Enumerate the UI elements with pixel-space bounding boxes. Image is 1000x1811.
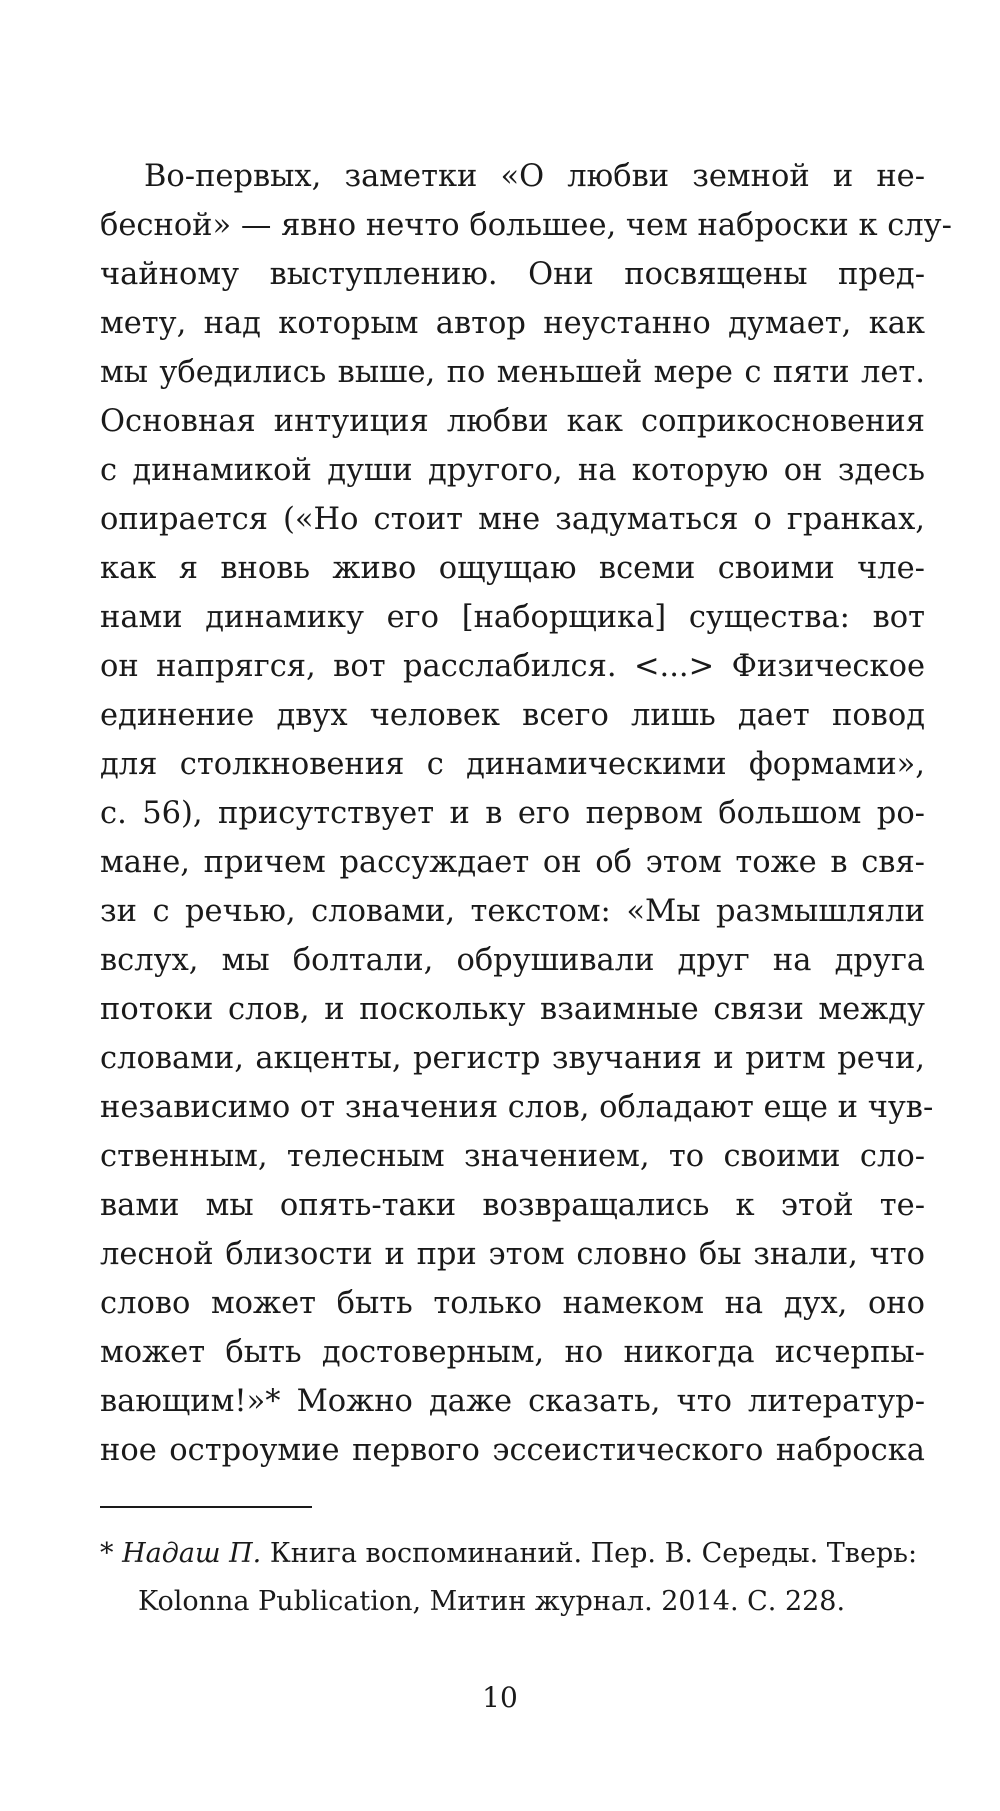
page-number: 10 <box>482 1681 518 1714</box>
body-line: зи с речью, словами, текстом: «Мы размышляли <box>100 894 925 929</box>
body-line: Основная интуиция любви как соприкосновения <box>100 404 925 439</box>
footnote-author: Надаш П. <box>122 1538 262 1569</box>
body-line: Во-первых, заметки «О любви земной и не- <box>144 159 925 194</box>
body-line: мету, над которым автор неустанно думает, как <box>100 306 925 341</box>
body-line: единение двух человек всего лишь дает повод <box>100 698 925 733</box>
body-line: мане, причем рассуждает он об этом тоже в свя- <box>100 845 925 880</box>
body-line: вающим!»* Можно даже сказать, что литератур- <box>100 1384 925 1419</box>
body-line: вами мы опять-таки возвращались к этой те- <box>100 1188 925 1223</box>
body-line: лесной близости и при этом словно бы знали, что <box>100 1237 925 1272</box>
body-line: словами, акценты, регистр звучания и ритм речи, <box>100 1041 925 1076</box>
footnote-text-1: Книга воспоминаний. Пер. В. Середы. Тверь: <box>269 1538 918 1569</box>
body-line: для столкновения с динамическими формами», <box>100 747 925 782</box>
body-line: независимо от значения слов, обладают еще и чув- <box>100 1090 934 1125</box>
body-line: он напрягся, вот расслабился. <...> Физическое <box>100 649 925 684</box>
body-line: может быть достоверным, но никогда исчерпы- <box>100 1335 925 1370</box>
footnote-marker: * <box>100 1538 114 1569</box>
body-line: с. 56), присутствует и в его первом большом ро- <box>100 796 925 831</box>
body-line: потоки слов, и поскольку взаимные связи между <box>100 992 925 1027</box>
body-line: мы убедились выше, по меньшей мере с пяти лет. <box>100 355 925 390</box>
footnote-line-2: Kolonna Publication, Митин журнал. 2014. С. 228. <box>138 1586 846 1617</box>
body-line: ное остроумие первого эссеистического наброска <box>100 1433 925 1468</box>
body-text <box>100 152 952 1475</box>
body-line: слово может быть только намеком на дух, оно <box>100 1286 925 1321</box>
body-line: нами динамику его [наборщика] существа: вот <box>100 600 925 635</box>
footnote-divider <box>100 1506 312 1508</box>
body-line: опирается («Но стоит мне задуматься о гранках, <box>100 502 925 537</box>
footnote-line-1 <box>100 1530 932 1578</box>
body-line: с динамикой души другого, на которую он здесь <box>100 453 925 488</box>
body-line: как я вновь живо ощущаю всеми своими чле- <box>100 551 925 586</box>
body-line: чайному выступлению. Они посвящены пред- <box>100 257 925 292</box>
body-line: ственным, телесным значением, то своими сло- <box>100 1139 925 1174</box>
body-line: вслух, мы болтали, обрушивали друг на друга <box>100 943 925 978</box>
footnote <box>100 1530 932 1626</box>
body-line: бесной» — явно нечто большее, чем наброски к слу- <box>100 208 952 243</box>
